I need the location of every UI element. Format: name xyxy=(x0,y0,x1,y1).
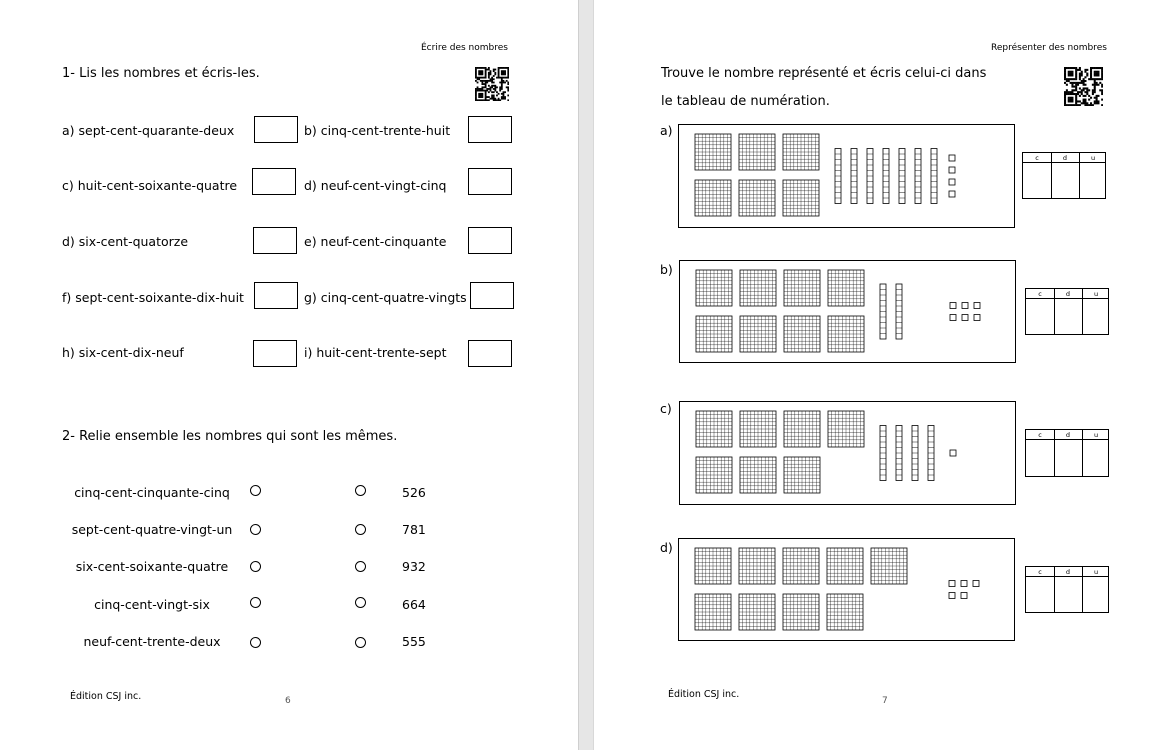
left-page-number: 6 xyxy=(285,696,291,706)
ten-rod xyxy=(851,149,857,204)
exercise1-title: 1- Lis les nombres et écris-les. xyxy=(62,66,260,81)
hundred-block xyxy=(740,270,776,306)
match-dot-right-4[interactable] xyxy=(355,597,366,608)
answer-box-i[interactable] xyxy=(468,340,512,367)
hundred-block xyxy=(828,411,864,447)
answer-box-g[interactable] xyxy=(470,282,514,309)
hundred-block xyxy=(783,180,819,216)
problem-label-a: a) xyxy=(660,123,673,138)
match-number-2: 781 xyxy=(402,522,426,537)
unit-cube xyxy=(962,303,968,309)
place-value-label-d: d xyxy=(1065,568,1071,576)
problem-label-d: d) xyxy=(660,540,673,555)
problem-label-b: b) xyxy=(660,262,673,277)
left-page-header: Écrire des nombres xyxy=(421,43,508,53)
exercise1-item-c: c) huit-cent-soixante-quatre xyxy=(62,178,238,193)
place-value-label-d: d xyxy=(1065,431,1071,439)
hundred-block xyxy=(739,548,775,584)
hundred-block xyxy=(783,134,819,170)
left-page xyxy=(0,0,578,750)
hundred-block xyxy=(784,411,820,447)
ten-rod xyxy=(835,149,841,204)
exercise1-item-a: a) sept-cent-quarante-deux xyxy=(62,123,235,138)
ten-rod xyxy=(899,149,905,204)
match-dot-right-5[interactable] xyxy=(355,637,366,648)
exercise1-item-f: f) sept-cent-soixante-dix-huit xyxy=(62,290,244,305)
blocks-frame-a xyxy=(678,124,1015,228)
ten-rod xyxy=(931,149,937,204)
unit-cube xyxy=(973,581,979,587)
answer-box-e[interactable] xyxy=(468,227,512,254)
ten-rod xyxy=(883,149,889,204)
exercise1-item-e: e) neuf-cent-cinquante xyxy=(304,234,447,249)
answer-box-d2[interactable] xyxy=(253,227,297,254)
page-gutter xyxy=(578,0,594,750)
place-value-label-d: d xyxy=(1065,290,1071,298)
hundred-block xyxy=(827,548,863,584)
right-footer: Édition CSJ inc. xyxy=(668,689,740,700)
hundred-block xyxy=(783,548,819,584)
match-dot-left-4[interactable] xyxy=(250,597,261,608)
ten-rod xyxy=(896,426,902,481)
ten-rod xyxy=(867,149,873,204)
unit-cube xyxy=(949,155,955,161)
place-value-table-d[interactable] xyxy=(1025,566,1109,613)
place-value-label-u: u xyxy=(1090,154,1096,162)
place-value-label-c: c xyxy=(1038,431,1042,439)
hundred-block xyxy=(783,594,819,630)
answer-box-c[interactable] xyxy=(252,168,296,195)
unit-cube xyxy=(961,581,967,587)
ten-rod xyxy=(915,149,921,204)
unit-cube xyxy=(950,315,956,321)
blocks-frame-c xyxy=(679,401,1016,505)
hundred-block xyxy=(696,270,732,306)
hundred-block xyxy=(784,316,820,352)
place-value-label-d: d xyxy=(1062,154,1068,162)
hundred-block xyxy=(740,457,776,493)
unit-cube xyxy=(949,593,955,599)
answer-box-h[interactable] xyxy=(253,340,297,367)
hundred-block xyxy=(828,270,864,306)
unit-cube xyxy=(949,167,955,173)
exercise2-title: 2- Relie ensemble les nombres qui sont les mêmes. xyxy=(62,429,398,444)
place-value-label-c: c xyxy=(1038,290,1042,298)
match-number-3: 932 xyxy=(402,559,426,574)
hundred-block xyxy=(871,548,907,584)
exercise1-item-h: h) six-cent-dix-neuf xyxy=(62,345,184,360)
place-value-label-u: u xyxy=(1093,290,1099,298)
place-value-table-a[interactable] xyxy=(1022,152,1106,199)
right-page-header: Représenter des nombres xyxy=(991,43,1107,53)
match-word-3: six-cent-soixante-quatre xyxy=(75,559,229,574)
problem-label-c: c) xyxy=(660,401,672,416)
unit-cube xyxy=(950,303,956,309)
exercise1-item-g: g) cinq-cent-quatre-vingts xyxy=(304,290,467,305)
qr-code-icon xyxy=(475,67,509,101)
right-page xyxy=(594,0,1175,750)
hundred-block xyxy=(827,594,863,630)
match-dot-left-2[interactable] xyxy=(250,524,261,535)
place-value-label-u: u xyxy=(1093,431,1099,439)
unit-cube xyxy=(974,303,980,309)
ten-rod xyxy=(896,284,902,339)
hundred-block xyxy=(696,411,732,447)
match-word-2: sept-cent-quatre-vingt-un xyxy=(71,522,233,537)
hundred-block xyxy=(784,457,820,493)
hundred-block xyxy=(739,134,775,170)
hundred-block xyxy=(695,180,731,216)
unit-cube xyxy=(974,315,980,321)
match-dot-right-3[interactable] xyxy=(355,561,366,572)
hundred-block xyxy=(695,594,731,630)
unit-cube xyxy=(961,593,967,599)
match-dot-left-3[interactable] xyxy=(250,561,261,572)
hundred-block xyxy=(739,594,775,630)
unit-cube xyxy=(950,450,956,456)
answer-box-f[interactable] xyxy=(254,282,298,309)
ten-rod xyxy=(912,426,918,481)
match-dot-right-1[interactable] xyxy=(355,485,366,496)
ten-rod xyxy=(880,284,886,339)
match-number-5: 555 xyxy=(402,634,426,649)
ten-rod xyxy=(880,426,886,481)
blocks-frame-d xyxy=(678,538,1015,641)
place-value-table-b[interactable] xyxy=(1025,288,1109,335)
match-dot-left-1[interactable] xyxy=(250,485,261,496)
answer-box-a[interactable] xyxy=(254,116,298,143)
place-value-label-c: c xyxy=(1035,154,1039,162)
exercise1-item-d1: d) neuf-cent-vingt-cinq xyxy=(304,178,447,193)
unit-cube xyxy=(949,179,955,185)
qr-code-icon xyxy=(1064,67,1103,106)
right-page-number: 7 xyxy=(882,696,888,706)
unit-cube xyxy=(962,315,968,321)
place-value-label-c: c xyxy=(1038,568,1042,576)
hundred-block xyxy=(695,548,731,584)
exercise1-item-b: b) cinq-cent-trente-huit xyxy=(304,123,451,138)
hundred-block xyxy=(739,180,775,216)
hundred-block xyxy=(740,411,776,447)
match-word-4: cinq-cent-vingt-six xyxy=(94,597,210,612)
match-word-5: neuf-cent-trente-deux xyxy=(83,634,221,649)
answer-box-d1[interactable] xyxy=(468,168,512,195)
hundred-block xyxy=(784,270,820,306)
left-footer: Édition CSJ inc. xyxy=(70,691,142,702)
exercise1-item-i: i) huit-cent-trente-sept xyxy=(304,345,447,360)
place-value-table-c[interactable] xyxy=(1025,429,1109,477)
instruction-line-1: Trouve le nombre représenté et écris celui-ci dans xyxy=(661,66,987,81)
instruction-line-2: le tableau de numération. xyxy=(661,94,830,109)
hundred-block xyxy=(828,316,864,352)
match-word-1: cinq-cent-cinquante-cinq xyxy=(74,485,230,500)
match-number-4: 664 xyxy=(402,597,426,612)
place-value-label-u: u xyxy=(1093,568,1099,576)
match-dot-right-2[interactable] xyxy=(355,524,366,535)
match-dot-left-5[interactable] xyxy=(250,637,261,648)
match-number-1: 526 xyxy=(402,485,426,500)
hundred-block xyxy=(696,316,732,352)
unit-cube xyxy=(949,191,955,197)
ten-rod xyxy=(928,426,934,481)
hundred-block xyxy=(740,316,776,352)
answer-box-b[interactable] xyxy=(468,116,512,143)
unit-cube xyxy=(949,581,955,587)
hundred-block xyxy=(695,134,731,170)
hundred-block xyxy=(696,457,732,493)
exercise1-item-d2: d) six-cent-quatorze xyxy=(62,234,189,249)
blocks-frame-b xyxy=(679,260,1016,363)
